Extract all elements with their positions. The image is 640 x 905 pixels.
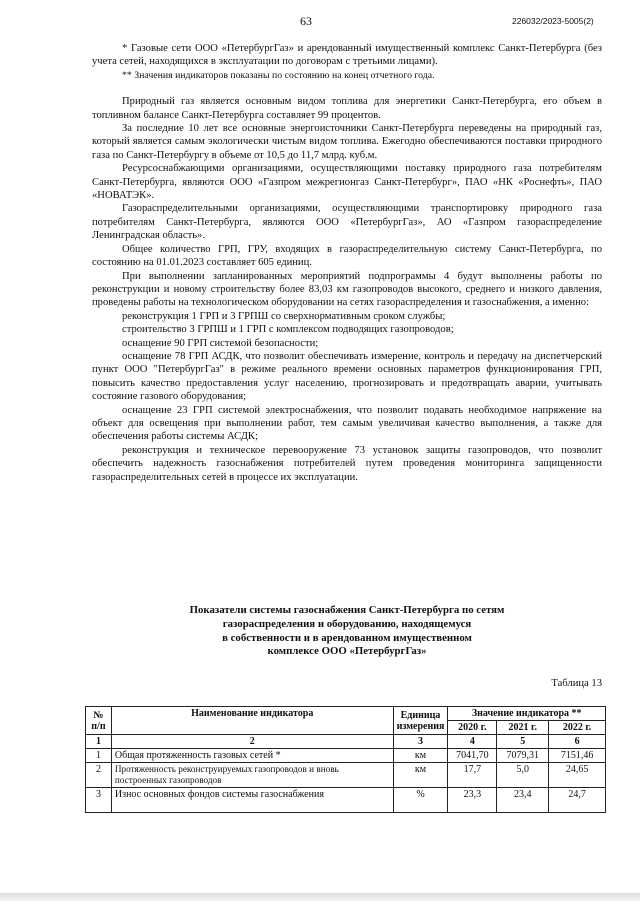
header-indicator-values: Значение индикатора ** [448,707,606,721]
indicator-name: Протяженность реконструируемых газопроводов и вновь построенных газопроводов [111,763,393,788]
value-2022: 24,65 [549,763,606,788]
header-number: № п/п [86,707,112,735]
paragraph: За последние 10 лет все основные энергоисточники Санкт-Петербурга переведены на природный газ, который является самым экологически чистым видом топлива. Ежегодно обеспечиваются поставки природного газа по Санкт-Петербургу в объеме от 10,5 до 11,7 млрд. куб.м. [92,123,602,161]
column-number: 4 [448,735,497,749]
column-number: 1 [86,735,112,749]
header-year: 2022 г. [549,721,606,735]
paragraph: Газораспределительными организациями, осуществляющими транспортировку природного газа потребителям Санкт-Петербурга, являются ООО «ПетербургГаз», АО «Газпром газораспределение Ленинградская область». [92,203,602,242]
indicators-table [85,706,606,813]
header-year: 2021 г. [497,721,549,735]
footnote-1: * Газовые сети ООО «ПетербургГаз» и арендованный имущественный комплекс Санкт-Петербурга (без учета сетей, находящихся в эксплуатации по договорам с третьими лицами). [92,43,602,68]
list-item: оснащение 90 ГРП системой безопасности; [122,337,319,349]
value-2020: 17,7 [448,763,497,788]
list-item: реконструкция 1 ГРП и 3 ГРПШ со сверхнормативным сроком службы; [122,310,446,322]
table-label: Таблица 13 [551,678,602,689]
paragraph: Общее количество ГРП, ГРУ, входящих в газораспределительную систему Санкт-Петербурга, по состоянию на 01.01.2023 составляет 605 единиц. [92,243,602,269]
table-caption-line: комплексе ООО «ПетербургГаз» [267,645,427,658]
list-item: оснащение 78 ГРП АСДК, что позволит обеспечивать измерение, контроль и передачу на диспетчерский пункт ООО "ПетербургГаз" в режиме реального времени основных параметров функционирования ГРП, повысить качество предоставления услуг населению, прогнозировать и предотвращать аварии, учитывать состояние газового оборудования; [92,350,602,403]
value-2022: 24,7 [549,788,606,813]
row-number: 2 [86,763,112,788]
header-unit: Единица измерения [393,707,448,735]
value-2021: 5,0 [497,763,549,788]
table-caption-line: газораспределения и оборудованию, находящемуся [222,617,472,630]
table-row [86,749,606,763]
column-number: 6 [549,735,606,749]
list-item: реконструкция и техническое перевооружение 73 установок защиты газопроводов, что позволит обеспечить надежность газоснабжения потребителей путем проведения мониторинга защищенности газораспределительных сетей в процессе их эксплуатации. [92,444,602,483]
table-row [86,763,606,788]
row-number: 3 [86,788,112,813]
paragraph: При выполнении запланированных мероприятий подпрограммы 4 будут выполнены работы по реконструкции и новому строительству более 83,03 км газопроводов высокого, среднего и низкого давления, проведены работы на технологическом оборудовании на сетях газораспределения и газоснабжения, а именно: [92,270,602,309]
table-header-row [86,707,606,721]
value-2020: 7041,70 [448,749,497,763]
table-column-numbers-row [86,735,606,749]
header-year: 2020 г. [448,721,497,735]
indicator-unit: км [393,749,448,763]
value-2021: 23,4 [497,788,549,813]
paragraph: Природный газ является основным видом топлива для энергетики Санкт-Петербурга, его объем в топливном балансе Санкт-Петербурга составляет 99 процентов. [92,96,602,121]
value-2020: 23,3 [448,788,497,813]
paragraph: Ресурсоснабжающими организациями, осуществляющими поставку природного газа потребителям Санкт-Петербурга, являются ООО «Газпром межрегионгаз Санкт-Петербург», ПАО «НК «Роснефть», ПАО «НОВАТЭК». [92,163,602,202]
row-number: 1 [86,749,112,763]
value-2021: 7079,31 [497,749,549,763]
page-number: 63 [300,14,312,28]
list-item: оснащение 23 ГРП системой электроснабжения, что позволит подавать необходимое напряжение на объект для освещения при выполнении работ, тем самым увеличивая качество выполнения, а также для обеспечения работы системы АСДК; [92,404,602,443]
indicator-name: Износ основных фондов системы газоснабжения [111,788,393,813]
value-2022: 7151,46 [549,749,606,763]
column-number: 2 [111,735,393,749]
scan-edge-divider [0,893,640,901]
indicator-name: Общая протяженность газовых сетей * [111,749,393,763]
document-id: 226032/2023-5005(2) [512,16,594,26]
table-caption-line: Показатели системы газоснабжения Санкт-Петербурга по сетям [189,604,505,616]
column-number: 5 [497,735,549,749]
footnote-2: ** Значения индикаторов показаны по состоянию на конец отчетного года. [122,69,435,81]
header-indicator-name: Наименование индикатора [111,707,393,735]
table-row [86,788,606,813]
indicator-unit: % [393,788,448,813]
indicator-unit: км [393,763,448,788]
column-number: 3 [393,735,448,749]
body-text [92,42,602,484]
table-caption [92,604,602,659]
list-item: строительство 3 ГРПШ и 1 ГРП с комплексом подводящих газопроводов; [122,324,454,336]
table-caption-line: в собственности и в арендованном имущественном [222,631,472,644]
